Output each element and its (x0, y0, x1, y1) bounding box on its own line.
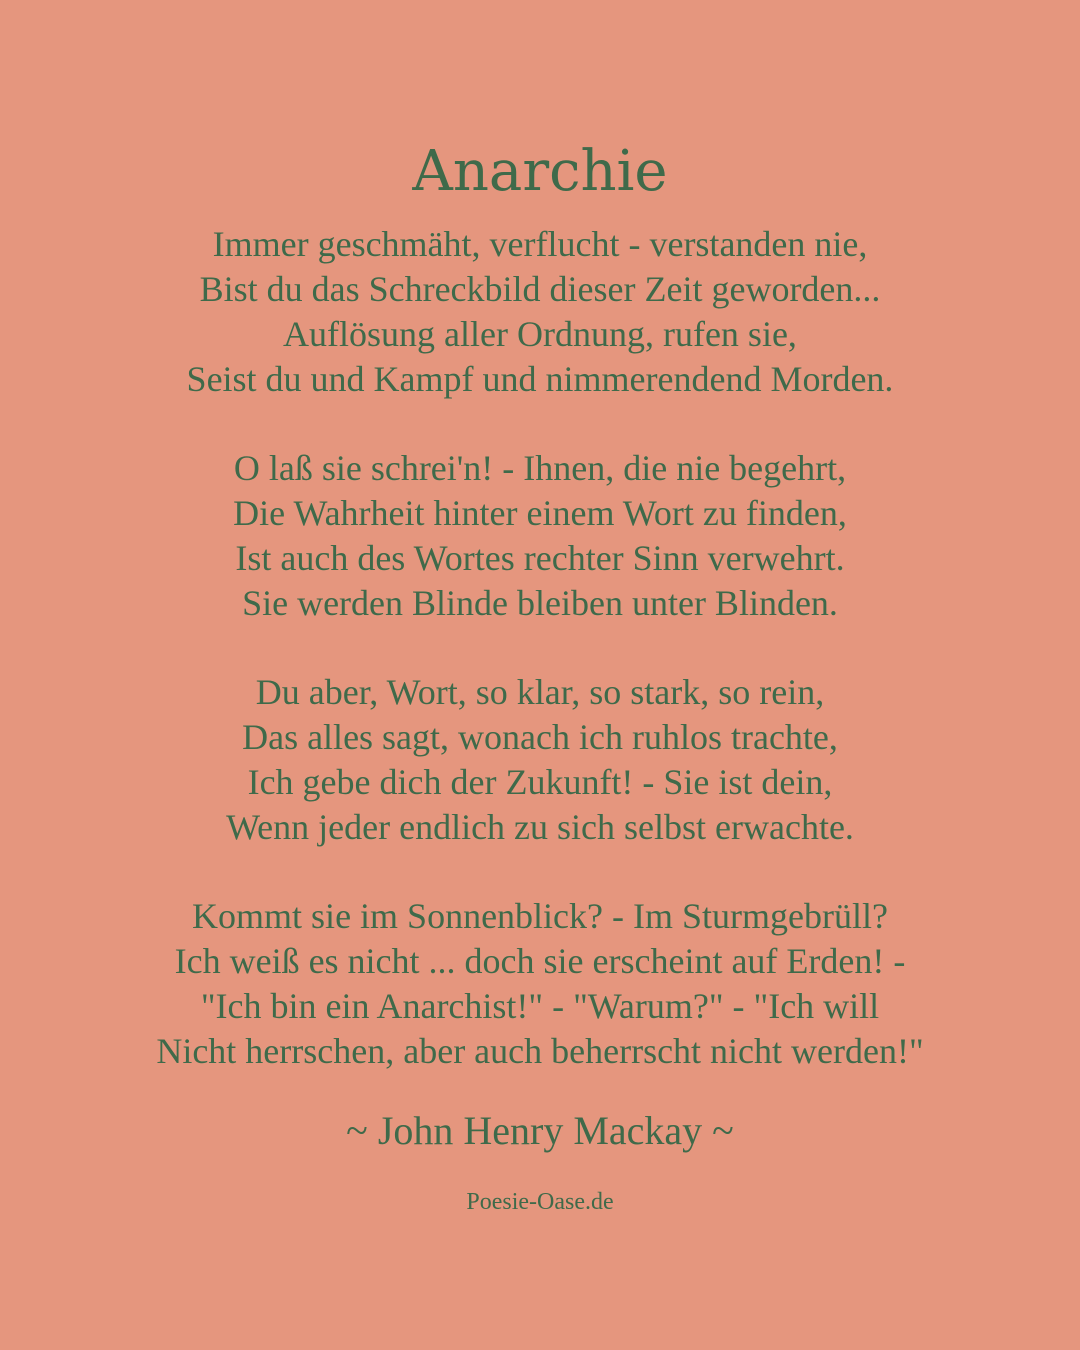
poem-line: Kommt sie im Sonnenblick? - Im Sturmgebrüll? (192, 896, 888, 936)
poem-line: Wenn jeder endlich zu sich selbst erwachte. (226, 807, 854, 847)
poem-line: "Ich bin ein Anarchist!" - "Warum?" - "Ich will (200, 986, 880, 1026)
poem-line: Auflösung aller Ordnung, rufen sie, (283, 314, 797, 354)
poem-line: Sie werden Blinde bleiben unter Blinden. (242, 583, 838, 623)
stanza (0, 894, 1080, 1074)
poem-line: O laß sie schrei'n! - Ihnen, die nie begehrt, (233, 448, 847, 488)
poem-line: Die Wahrheit hinter einem Wort zu finden, (233, 493, 847, 533)
poem-title: Anarchie (412, 139, 668, 204)
poem-line: Seist du und Kampf und nimmerendend Morden. (186, 359, 894, 399)
stanza (0, 446, 1080, 626)
poem-line: Immer geschmäht, verflucht - verstanden nie, (212, 224, 868, 264)
poem-line: Ist auch des Wortes rechter Sinn verwehrt. (235, 538, 845, 578)
stanza (0, 670, 1080, 850)
poem-line: Ich weiß es nicht ... doch sie erscheint auf Erden! - (174, 941, 906, 981)
stanza (0, 222, 1080, 402)
poem-line: Nicht herrschen, aber auch beherrscht nicht werden!" (156, 1031, 924, 1071)
source-credit: Poesie-Oase.de (466, 1189, 614, 1215)
poem-line: Du aber, Wort, so klar, so stark, so rein, (255, 672, 825, 712)
poem-body (0, 222, 1080, 1118)
poem-line: Ich gebe dich der Zukunft! - Sie ist dein, (247, 762, 833, 802)
poem-line: Das alles sagt, wonach ich ruhlos trachte, (242, 717, 838, 757)
poem-line: Bist du das Schreckbild dieser Zeit geworden... (199, 269, 881, 309)
poem-author: ~ John Henry Mackay ~ (346, 1108, 734, 1153)
